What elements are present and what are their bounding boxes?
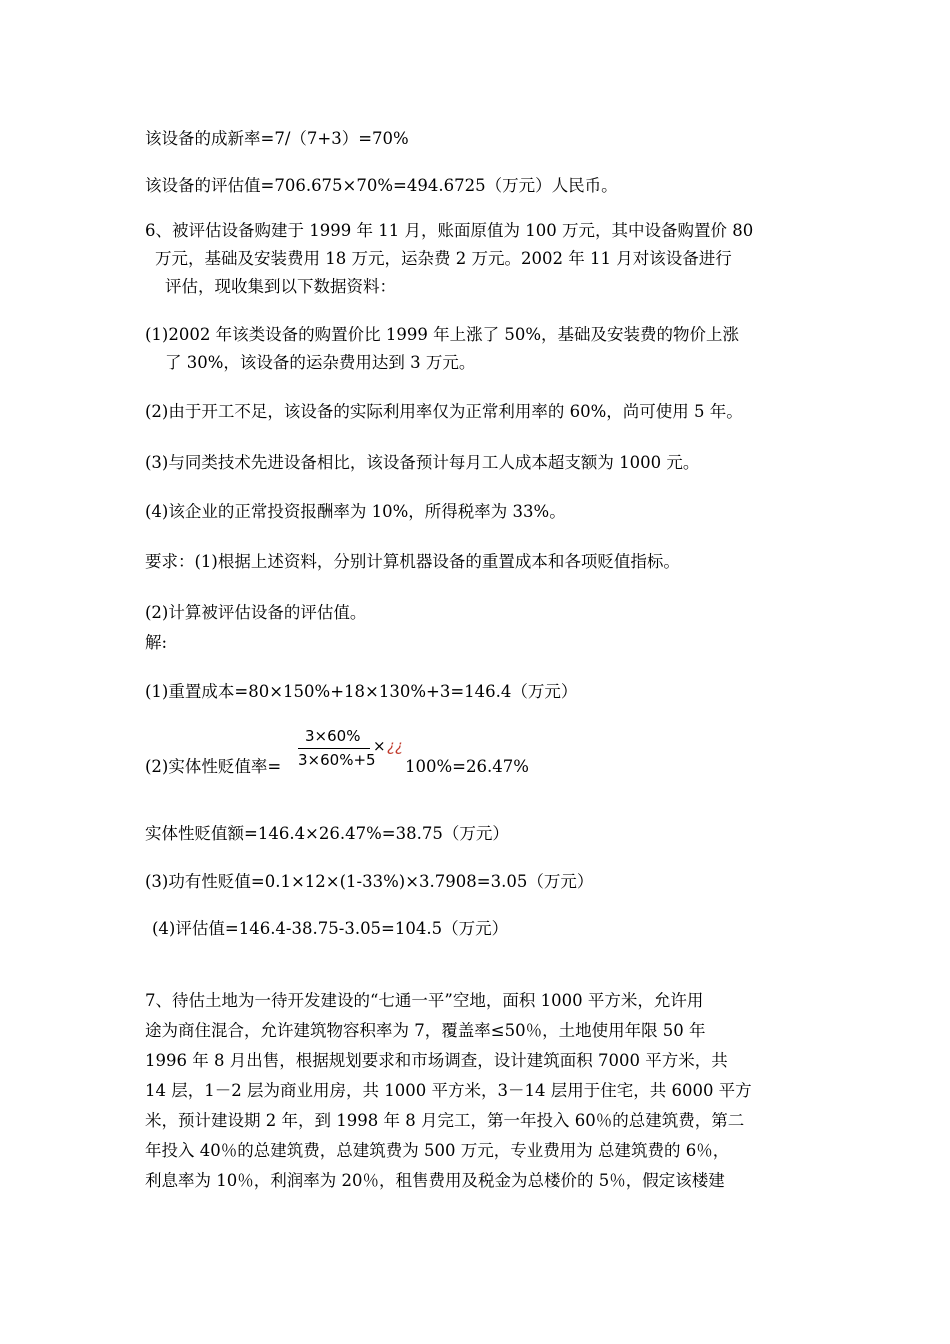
question-7-line: 米，预计建设期 2 年，到 1998 年 8 月完工，第一年投入 60％的总建筑费，第二 bbox=[145, 1111, 745, 1130]
requirement-line: 要求：(1)根据上述资料，分别计算机器设备的重置成本和各项贬值指标。 bbox=[145, 552, 680, 571]
question-7-line: 7、待估土地为一待开发建设的“七通一平”空地，面积 1000 平方米，允许用 bbox=[145, 991, 704, 1010]
data-item: (3)与同类技术先进设备相比，该设备预计每月工人成本超支额为 1000 元。 bbox=[145, 453, 700, 472]
question-7-line: 1996 年 8 月出售，根据规划要求和市场调查，设计建筑面积 7000 平方米，共 bbox=[145, 1051, 728, 1070]
data-item: 了 30%，该设备的运杂费用达到 3 万元。 bbox=[165, 353, 476, 372]
requirement-line: (2)计算被评估设备的评估值。 bbox=[145, 603, 367, 622]
solution-step: 实体性贬值额=146.4×26.47%=38.75（万元） bbox=[145, 824, 509, 843]
times-sign: × bbox=[373, 737, 386, 755]
fraction-bar bbox=[298, 748, 370, 749]
data-item: (2)由于开工不足，该设备的实际利用率仅为正常利用率的 60%，尚可使用 5 年。 bbox=[145, 402, 743, 421]
question-6-line: 万元，基础及安装费用 18 万元，运杂费 2 万元。2002 年 11 月对该设备进行 bbox=[155, 249, 732, 268]
glitch-glyphs: ¿¿ bbox=[387, 737, 403, 755]
solution-step: (4)评估值=146.4-38.75-3.05=104.5（万元） bbox=[152, 919, 509, 938]
data-item: (4)该企业的正常投资报酬率为 10%，所得税率为 33%。 bbox=[145, 502, 566, 521]
fraction-numerator: 3×60% bbox=[305, 727, 361, 745]
question-7-line: 途为商住混合，允许建筑物容积率为 7，覆盖率≤50％，土地使用年限 50 年 bbox=[145, 1021, 706, 1040]
data-item: (1)2002 年该类设备的购置价比 1999 年上涨了 50%，基础及安装费的物价上涨 bbox=[145, 325, 740, 344]
fraction-denominator: 3×60%+5 bbox=[298, 751, 376, 769]
question-7-line: 14 层，1－2 层为商业用房，共 1000 平方米，3－14 层用于住宅，共 6000 平方 bbox=[145, 1081, 752, 1100]
question-7-line: 年投入 40％的总建筑费，总建筑费为 500 万元，专业费用为 总建筑费的 6％， bbox=[145, 1141, 730, 1160]
solution-step-prefix: (2)实体性贬值率= bbox=[145, 757, 282, 776]
text-line: 该设备的评估值=706.675×70%=494.6725（万元）人民币。 bbox=[145, 176, 618, 195]
solution-step: (1)重置成本=80×150%+18×130%+3=146.4（万元） bbox=[145, 682, 578, 701]
text-line: 该设备的成新率=7/（7+3）=70% bbox=[145, 129, 409, 148]
solution-step-suffix: 100%=26.47% bbox=[405, 757, 529, 776]
question-6-line: 评估，现收集到以下数据资料： bbox=[165, 277, 396, 296]
question-7-line: 利息率为 10％，利润率为 20％，租售费用及税金为总楼价的 5％，假定该楼建 bbox=[145, 1171, 725, 1190]
solution-step: (3)功有性贬值=0.1×12×(1-33%)×3.7908=3.05（万元） bbox=[145, 872, 594, 891]
solution-label: 解: bbox=[145, 633, 168, 652]
question-6-line: 6、被评估设备购建于 1999 年 11 月，账面原值为 100 万元，其中设备购置价 80 bbox=[145, 221, 754, 240]
